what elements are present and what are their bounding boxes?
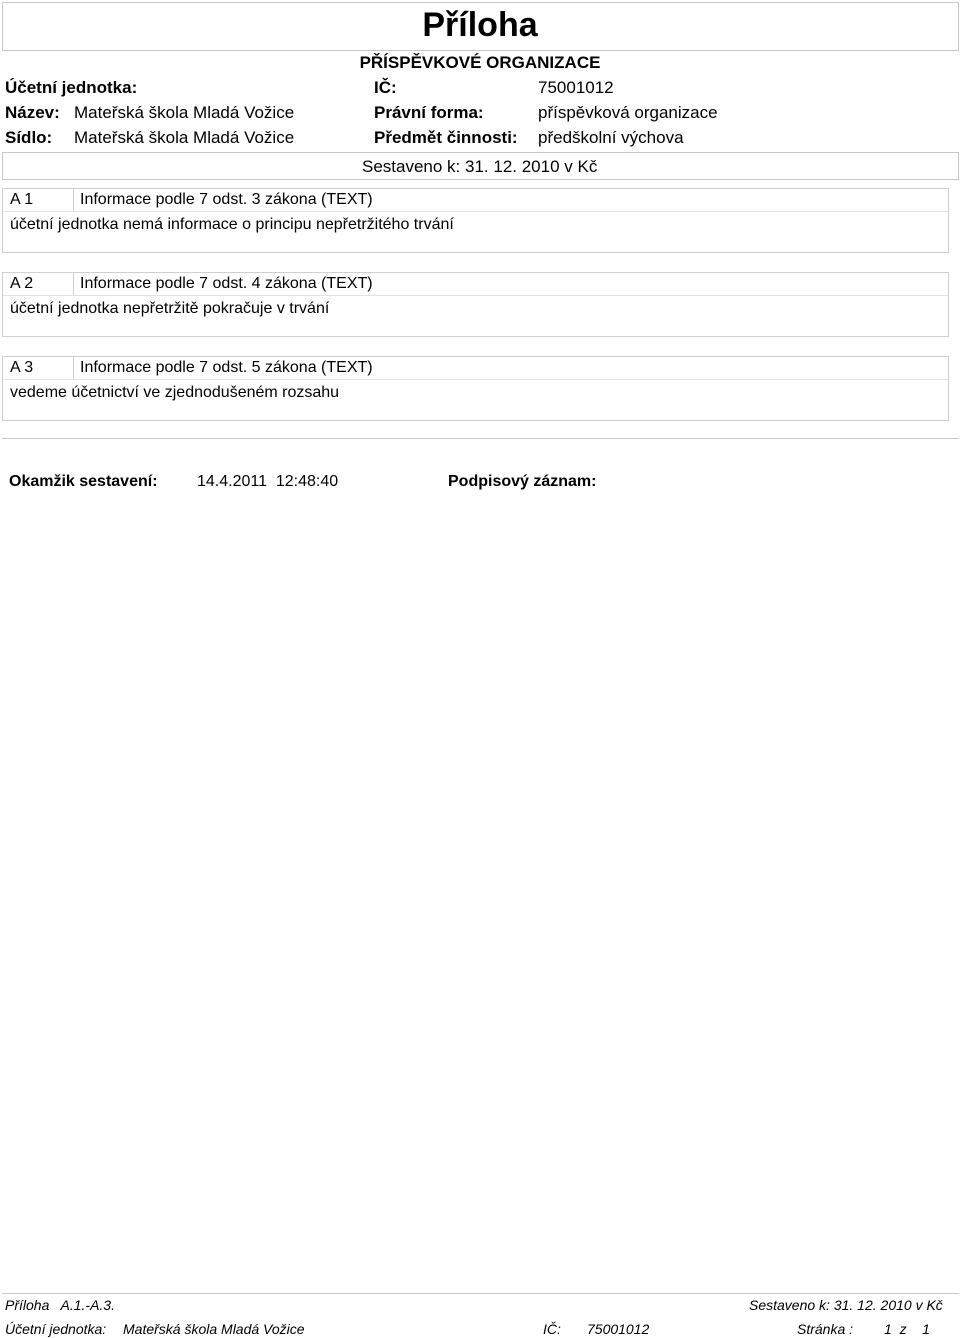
section-code-divider: [73, 273, 74, 295]
section-heading: Informace podle 7 odst. 5 zákona (TEXT): [80, 359, 373, 376]
footer-stranka-value: 1 z 1: [884, 1321, 930, 1337]
section-heading: Informace podle 7 odst. 4 zákona (TEXT): [80, 275, 373, 292]
section-heading: Informace podle 7 odst. 3 zákona (TEXT): [80, 191, 373, 208]
pravni-forma-label: Právní forma:: [374, 103, 484, 122]
footer-ucetni-label: Účetní jednotka:: [5, 1321, 107, 1337]
section-a2: [2, 272, 949, 337]
predmet-label: Předmět činnosti:: [374, 128, 518, 147]
sidlo-label: Sídlo:: [5, 128, 53, 147]
section-code: A 2: [10, 275, 34, 292]
predmet-value: předškolní výchova: [538, 128, 684, 147]
section-code: A 3: [10, 359, 34, 376]
nazev-label: Název:: [5, 103, 60, 122]
ic-label: IČ:: [374, 78, 397, 97]
page-title: Příloha: [422, 6, 538, 44]
section-a3: [2, 356, 949, 421]
sidlo-value: Mateřská škola Mladá Vožice: [74, 128, 295, 147]
footer-ic-label: IČ:: [543, 1321, 561, 1337]
footer-doc-ref: Příloha A.1.-A.3.: [5, 1297, 115, 1313]
footer-stranka-label: Stránka :: [797, 1321, 854, 1337]
ucetni-jednotka-label: Účetní jednotka:: [5, 78, 138, 97]
section-text: vedeme účetnictví ve zjednodušeném rozsahu: [10, 384, 340, 401]
section-a1: [2, 188, 949, 253]
signature-divider: [2, 438, 959, 439]
footer-ic-value: 75001012: [587, 1321, 650, 1337]
okamzik-label: Okamžik sestavení:: [9, 473, 158, 490]
footer-divider: [2, 1293, 959, 1294]
podpis-label: Podpisový záznam:: [448, 473, 597, 490]
footer-ucetni-value: Mateřská škola Mladá Vožice: [123, 1321, 305, 1337]
okamzik-value: 14.4.2011 12:48:40: [197, 473, 339, 490]
footer-sestaveno: Sestaveno k: 31. 12. 2010 v Kč: [749, 1297, 943, 1313]
pravni-forma-value: příspěvková organizace: [538, 103, 718, 122]
section-text: účetní jednotka nepřetržitě pokračuje v trvání: [10, 300, 330, 317]
section-code-divider: [73, 357, 74, 379]
section-text: účetní jednotka nemá informace o principu nepřetržitého trvání: [10, 216, 454, 233]
ic-value: 75001012: [538, 78, 614, 97]
page-subtitle: PŘÍSPĚVKOVÉ ORGANIZACE: [359, 53, 601, 72]
sestaveno-text: Sestaveno k: 31. 12. 2010 v Kč: [362, 157, 598, 176]
section-code: A 1: [10, 191, 34, 208]
nazev-value: Mateřská škola Mladá Vožice: [74, 103, 295, 122]
section-code-divider: [73, 189, 74, 211]
